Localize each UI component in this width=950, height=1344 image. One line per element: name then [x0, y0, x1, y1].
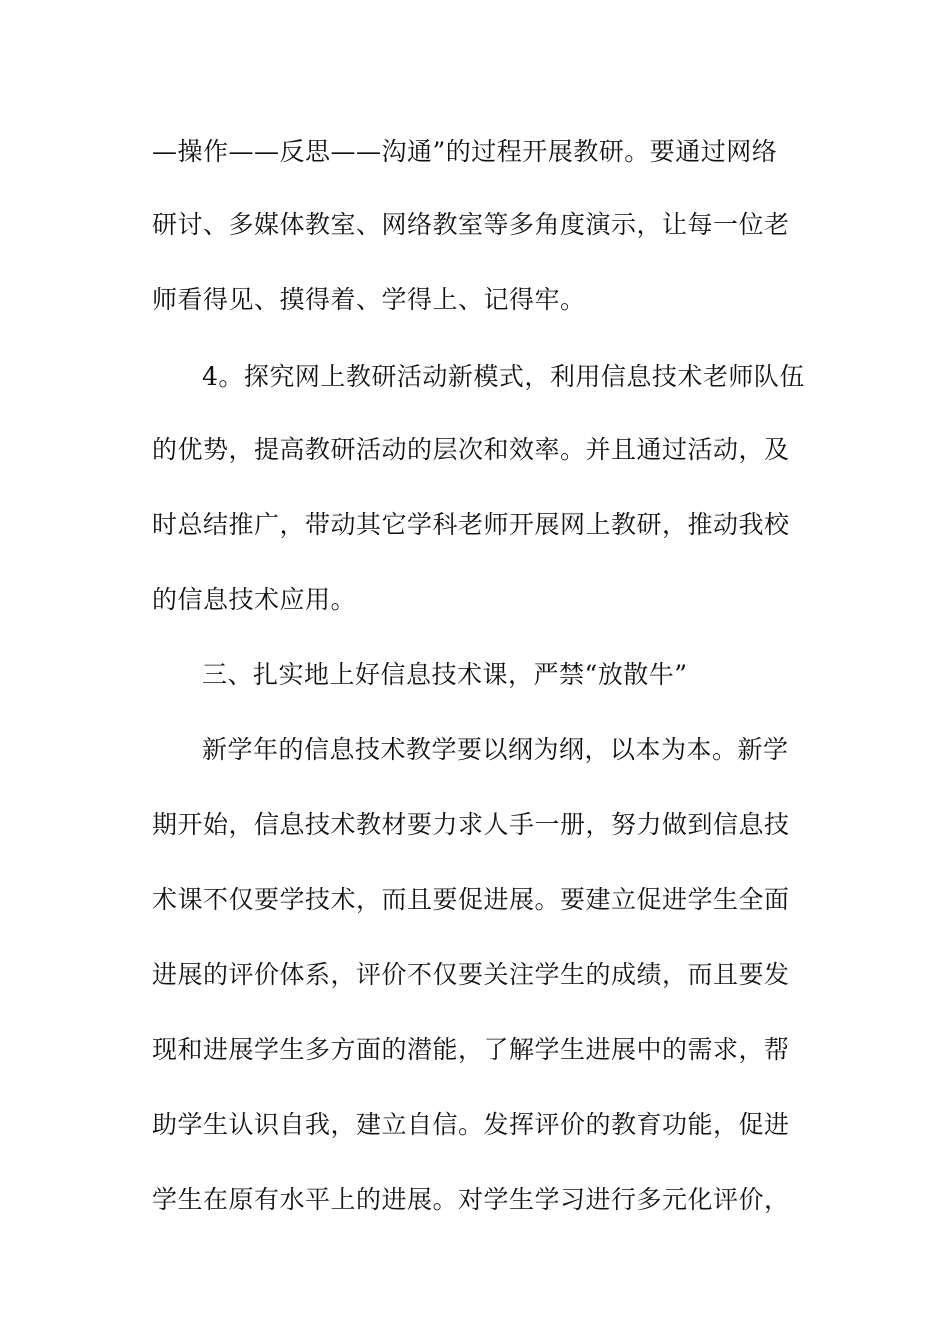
text-line: —操作——反思——沟通”的过程开展教研。要通过网络 [152, 137, 778, 166]
text-line: 进展的评价体系，评价不仅要关注学生的成绩，而且要发 [152, 960, 790, 989]
text-line: 助学生认识自我，建立自信。发挥评价的教育功能，促进 [152, 1110, 790, 1139]
paragraph-start-line: 新学年的信息技术教学要以纲为纲，以本为本。新学 [202, 735, 789, 764]
text-line: 的优势，提高教研活动的层次和效率。并且通过活动，及 [152, 435, 790, 464]
text-line: 学生在原有水平上的进展。对学生学习进行多元化评价， [152, 1185, 790, 1214]
text-line: 的信息技术应用。 [152, 585, 357, 614]
text-line: 期开始，信息技术教材要力求人手一册，努力做到信息技 [152, 810, 790, 839]
text-line: 研讨、多媒体教室、网络教室等多角度演示，让每一位老 [152, 210, 790, 239]
text-line: 现和进展学生多方面的潜能，了解学生进展中的需求，帮 [152, 1035, 790, 1064]
text-line: 术课不仅要学技术，而且要促进展。要建立促进学生全面 [152, 885, 790, 914]
text-line: 师看得见、摸得着、学得上、记得牢。 [152, 285, 586, 314]
paragraph-start-line: 4。探究网上教研活动新模式，利用信息技术老师队伍 [202, 362, 805, 391]
section-heading: 三、扎实地上好信息技术课，严禁“放散牛” [202, 660, 688, 689]
text-line: 时总结推广，带动其它学科老师开展网上教研，推动我校 [152, 510, 790, 539]
